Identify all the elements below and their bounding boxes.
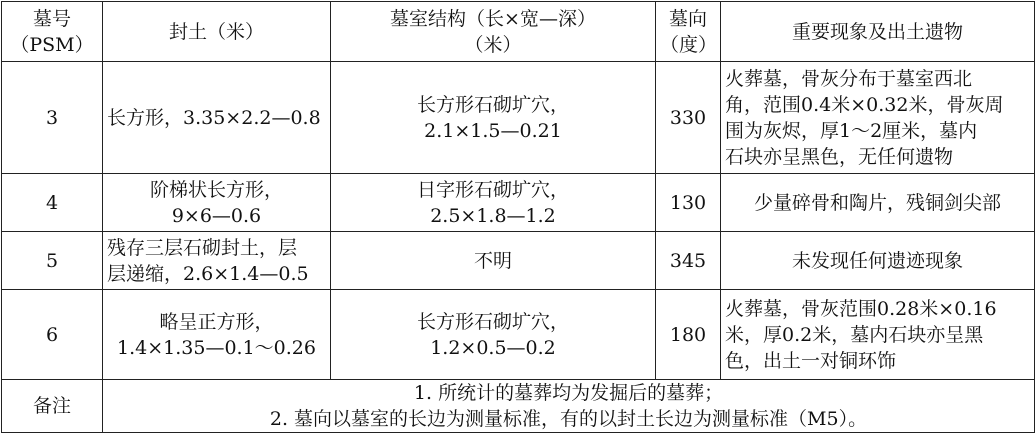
cell-orientation: 330 bbox=[656, 62, 721, 174]
cell-tomb-number: 5 bbox=[2, 232, 103, 290]
cell-structure: 日字形石砌圹穴， 2.5×1.8—1.2 bbox=[331, 174, 656, 232]
cell-structure: 长方形石砌圹穴， 1.2×0.5—0.2 bbox=[331, 290, 656, 380]
cell-mound: 略呈正方形， 1.4×1.35—0.1～0.26 bbox=[103, 290, 331, 380]
cell-orientation: 345 bbox=[656, 232, 721, 290]
cell-mound: 阶梯状长方形， 9×6—0.6 bbox=[103, 174, 331, 232]
cell-orientation: 130 bbox=[656, 174, 721, 232]
cell-mound: 残存三层石砌封土，层 层递缩，2.6×1.4—0.5 bbox=[103, 232, 331, 290]
remark-row bbox=[2, 380, 1035, 433]
tomb-data-table bbox=[1, 1, 1035, 433]
table-row bbox=[2, 174, 1035, 232]
cell-tomb-number: 3 bbox=[2, 62, 103, 174]
cell-structure: 不明 bbox=[331, 232, 656, 290]
cell-findings: 少量碎骨和陶片，残铜剑尖部 bbox=[721, 174, 1035, 232]
header-chamber-structure: 墓室结构（长×宽—深） （米） bbox=[331, 2, 656, 62]
cell-structure: 长方形石砌圹穴， 2.1×1.5—0.21 bbox=[331, 62, 656, 174]
cell-tomb-number: 6 bbox=[2, 290, 103, 380]
cell-findings: 火葬墓，骨灰范围0.28米×0.16 米，厚0.2米，墓内石块亦呈黑 色，出土一对铜环饰 bbox=[721, 290, 1035, 380]
remark-content: 1. 所统计的墓葬均为发掘后的墓葬； 2. 墓向以墓室的长边为测量标准，有的以封土长边为测量标准（M5）。 bbox=[103, 380, 1035, 433]
table-row bbox=[2, 62, 1035, 174]
table-header-row bbox=[2, 2, 1035, 62]
cell-orientation: 180 bbox=[656, 290, 721, 380]
remark-label: 备注 bbox=[2, 380, 103, 433]
cell-mound: 长方形，3.35×2.2—0.8 bbox=[103, 62, 331, 174]
header-tomb-number: 墓号 （PSM） bbox=[2, 2, 103, 62]
table-row bbox=[2, 232, 1035, 290]
header-orientation: 墓向 （度） bbox=[656, 2, 721, 62]
table-row bbox=[2, 290, 1035, 380]
cell-tomb-number: 4 bbox=[2, 174, 103, 232]
header-findings: 重要现象及出土遗物 bbox=[721, 2, 1035, 62]
cell-findings: 火葬墓，骨灰分布于墓室西北 角，范围0.4米×0.32米，骨灰周 围为灰烬，厚1～2厘米，墓内 石块亦呈黑色，无任何遗物 bbox=[721, 62, 1035, 174]
header-mound: 封土（米） bbox=[103, 2, 331, 62]
cell-findings: 未发现任何遗迹现象 bbox=[721, 232, 1035, 290]
